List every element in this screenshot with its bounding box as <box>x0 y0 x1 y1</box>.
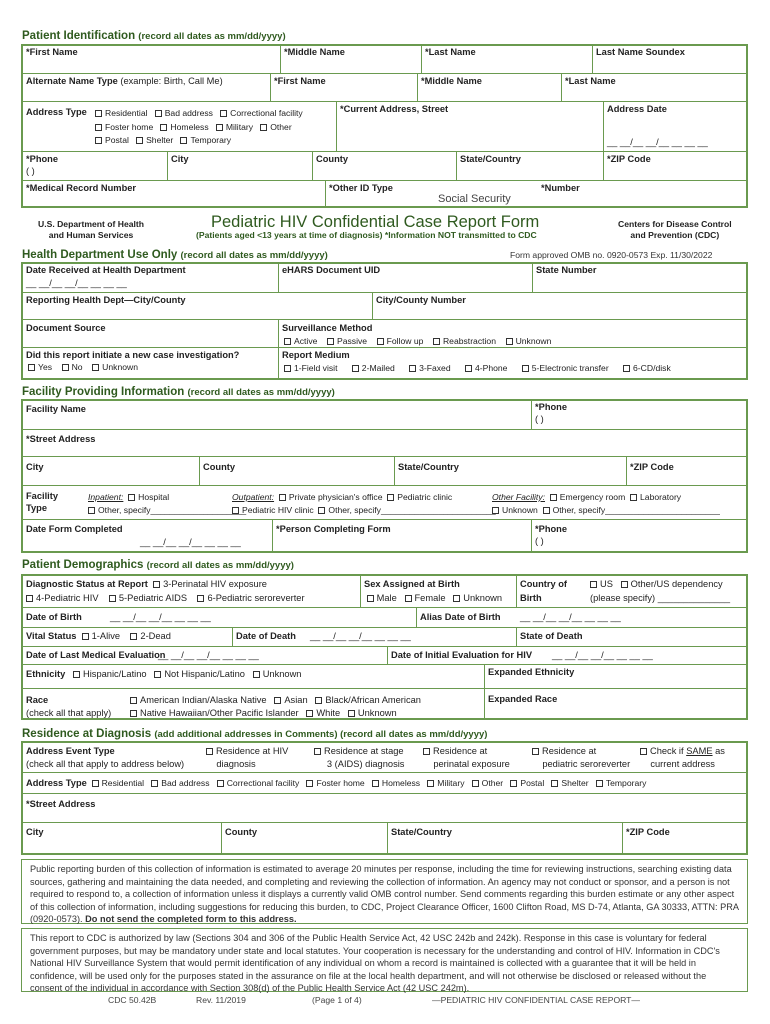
last-medical-eval-label: Date of Last Medical Evaluation <box>26 650 166 660</box>
county-field[interactable]: County <box>316 154 349 164</box>
address-type-label: Address Type <box>26 107 87 117</box>
checkbox-other-us-dependency[interactable]: Other/US dependency <box>621 579 723 589</box>
alias-dob-label: Alias Date of Birth <box>420 612 501 622</box>
checkbox-unknown[interactable]: Unknown <box>92 362 138 372</box>
report-medium-options <box>284 364 671 374</box>
facility-phone-area[interactable]: ( ) <box>535 414 544 424</box>
last-name-soundex-field[interactable]: Last Name Soundex <box>596 47 685 57</box>
address-date-label: Address Date <box>607 104 667 114</box>
phone-field[interactable]: *Phone <box>26 154 59 164</box>
checkbox-faxed[interactable]: 3-Faxed <box>409 363 451 373</box>
date-of-death-label: Date of Death <box>236 631 296 641</box>
state-number-field[interactable]: State Number <box>536 265 597 275</box>
checkbox-pediatric-hiv[interactable]: 4-Pediatric HIV <box>26 593 99 603</box>
page-indicator: (Page 1 of 4) <box>312 995 362 1005</box>
first-name-field[interactable]: *First Name <box>26 47 78 57</box>
checkbox-alive[interactable]: 1-Alive <box>82 631 120 641</box>
checkbox-asian[interactable]: Asian <box>274 695 307 705</box>
date-received-label: Date Received at Health Department <box>26 265 186 275</box>
date-received-input[interactable]: __ __/__ __/__ __ __ __ <box>26 278 127 288</box>
checkbox-res-military[interactable]: Military <box>427 778 464 788</box>
cdc-label: Centers for Disease Control and Prevention (CDC) <box>618 219 732 240</box>
checkbox-pediatric-aids[interactable]: 5-Pediatric AIDS <box>109 593 187 603</box>
revision-date: Rev. 11/2019 <box>196 995 246 1005</box>
race-options <box>130 694 421 720</box>
residence-state-field[interactable]: State/Country <box>391 827 452 837</box>
alternate-name-type-field[interactable]: Alternate Name Type (example: Birth, Call Me) <box>26 76 223 86</box>
checkbox-same-as-current[interactable]: Check if SAME as current address <box>640 745 725 771</box>
section-header-demographics: Patient Demographics (record all dates as mm/dd/yyyy) <box>22 559 294 571</box>
initial-eval-label: Date of Initial Evaluation for HIV <box>391 650 533 660</box>
checkbox-other-facility-specify[interactable]: Other, specify________________________ <box>543 505 720 515</box>
sex-at-birth-field: Sex Assigned at Birth Male Female Unknown <box>364 579 503 603</box>
residence-address-type: Address Type Residential Bad address Correctional facility Foster home Homeless Military Other Postal Shelter Temporary <box>26 778 647 788</box>
form-subtitle: (Patients aged <13 years at time of diagnosis) *Information NOT transmitted to CDC <box>196 230 537 240</box>
checkbox-residential[interactable]: Residential <box>95 108 148 118</box>
middle-name-field[interactable]: *Middle Name <box>284 47 345 57</box>
checkbox-dead[interactable]: 2-Dead <box>130 631 171 641</box>
checkbox-black[interactable]: Black/African American <box>315 695 421 705</box>
country-of-birth-label: Country of Birth <box>520 579 567 603</box>
race-label: Race (check all that apply) <box>26 695 112 718</box>
section-header-residence: Residence at Diagnosis (add additional addresses in Comments) (record all dates as mm/dd/yyyy) <box>22 728 488 740</box>
checkbox-res-residential[interactable]: Residential <box>92 778 145 788</box>
section-header-patient-identification: Patient Identification (record all dates as mm/dd/yyyy) <box>22 30 286 42</box>
expanded-ethnicity-field[interactable]: Expanded Ethnicity <box>488 667 575 677</box>
initial-eval-input[interactable]: __ __/__ __/__ __ __ __ <box>552 650 653 660</box>
checkbox-race-unknown[interactable]: Unknown <box>348 708 397 718</box>
date-of-death-input[interactable]: __ __/__ __/__ __ __ __ <box>310 631 411 641</box>
checkbox-yes[interactable]: Yes <box>28 362 52 372</box>
checkbox-foster-home[interactable]: Foster home <box>95 122 153 132</box>
checkbox-postal[interactable]: Postal <box>95 135 129 145</box>
other-id-type-value: Social Security <box>438 193 511 205</box>
checkbox-active[interactable]: Active <box>284 336 317 346</box>
date-of-birth-label: Date of Birth <box>26 612 82 622</box>
checkbox-no[interactable]: No <box>62 362 83 372</box>
city-field[interactable]: City <box>171 154 189 164</box>
reporting-health-dept-field[interactable]: Reporting Health Dept—City/County <box>26 295 186 305</box>
checkbox-electronic[interactable]: 5-Electronic transfer <box>522 363 609 373</box>
checkbox-homeless[interactable]: Homeless <box>160 122 208 132</box>
date-form-completed-label: Date Form Completed <box>26 524 123 534</box>
diagnostic-status-field: Diagnostic Status at Report 3-Perinatal HIV exposure 4-Pediatric HIV 5-Pediatric AIDS 6-Pediatric seroreverter <box>26 579 305 603</box>
checkbox-shelter[interactable]: Shelter <box>136 135 173 145</box>
country-of-birth-options: US Other/US dependency (please specify) ______________ <box>590 579 731 603</box>
checkbox-emergency-room[interactable]: Emergency room <box>550 492 625 502</box>
checkbox-pediatric-hiv-clinic[interactable]: Pediatric HIV clinic <box>232 505 314 515</box>
completer-phone-field[interactable]: *Phone <box>535 524 568 534</box>
state-of-death-field[interactable]: State of Death <box>520 631 583 641</box>
alt-first-name-field[interactable]: *First Name <box>274 76 326 86</box>
checkbox-male[interactable]: Male <box>367 593 397 603</box>
checkbox-res-postal[interactable]: Postal <box>510 778 544 788</box>
other-id-type-field[interactable]: *Other ID Type <box>329 183 393 193</box>
completer-phone-area[interactable]: ( ) <box>535 536 544 546</box>
facility-state-field[interactable]: State/Country <box>398 462 459 472</box>
checkbox-not-hispanic[interactable]: Not Hispanic/Latino <box>154 669 245 679</box>
section-header-facility: Facility Providing Information (record all dates as mm/dd/yyyy) <box>22 386 335 398</box>
outpatient-options: Outpatient: Private physician's office Pediatric clinic Pediatric HIV clinic Other, specify________________________ <box>232 492 496 515</box>
checkbox-white[interactable]: White <box>306 708 340 718</box>
expanded-race-field[interactable]: Expanded Race <box>488 694 558 704</box>
checkbox-residence-stage3[interactable]: Residence at stage 3 (AIDS) diagnosis <box>314 745 404 771</box>
checkbox-cd-disk[interactable]: 6-CD/disk <box>623 363 671 373</box>
ehars-uid-field[interactable]: eHARS Document UID <box>282 265 381 275</box>
checkbox-outpatient-other[interactable]: Other, specify________________________ <box>318 505 495 515</box>
checkbox-phone[interactable]: 4-Phone <box>465 363 508 373</box>
other-facility-options: Other Facility: Emergency room Laboratory Unknown Other, specify________________________ <box>492 492 720 515</box>
checkbox-bad-address[interactable]: Bad address <box>155 108 213 118</box>
checkbox-temporary[interactable]: Temporary <box>180 135 231 145</box>
document-source-field[interactable]: Document Source <box>26 323 106 333</box>
residence-zip-field[interactable]: *ZIP Code <box>626 827 670 837</box>
checkbox-hospital[interactable]: Hospital <box>128 492 169 502</box>
last-medical-eval-input[interactable]: __ __/__ __/__ __ __ __ <box>158 650 259 660</box>
checkbox-military[interactable]: Military <box>216 122 253 132</box>
checkbox-residence-seroreverter[interactable]: Residence at pediatric seroreverter <box>532 745 630 771</box>
omb-approval: Form approved OMB no. 0920-0573 Exp. 11/30/2022 <box>510 250 713 260</box>
residence-county-field[interactable]: County <box>225 827 258 837</box>
surveillance-method-label: Surveillance Method <box>282 323 373 333</box>
new-case-options <box>28 363 138 373</box>
checkbox-res-foster-home[interactable]: Foster home <box>306 778 364 788</box>
checkbox-pediatric-seroreverter[interactable]: 6-Pediatric seroreverter <box>197 593 304 603</box>
zip-code-field[interactable]: *ZIP Code <box>607 154 651 164</box>
form-title: Pediatric HIV Confidential Case Report Form <box>211 213 540 231</box>
checkbox-field-visit[interactable]: 1-Field visit <box>284 363 337 373</box>
checkbox-us[interactable]: US <box>590 579 613 589</box>
facility-name-field[interactable]: Facility Name <box>26 404 86 414</box>
date-of-birth-input[interactable]: __ __/__ __/__ __ __ __ <box>110 612 211 622</box>
authority-statement: This report to CDC is authorized by law (Sections 304 and 306 of the Public Health Service Act, 42 USC 242b and 242k). Response in this case is voluntary for federal government purposes, but may be mandatory under state and local statutes. Your cooperation is necessary for the understanding and control of HIV. Information in CDC's National HIV Surveillance System that would permit identification of any individual on whom a record is maintained is collected with a guarantee that it will be held in confidence, will be used only for the purposes stated in the assurance on file at the local health department, and will not otherwise be disclosed or released without the consent of the individual in accordance with Section 308(d) of the Public Health Service Act (42 USC 242m). <box>21 928 748 992</box>
city-county-number-field[interactable]: City/County Number <box>376 295 466 305</box>
checkbox-follow-up[interactable]: Follow up <box>377 336 424 346</box>
checkbox-laboratory[interactable]: Laboratory <box>630 492 681 502</box>
current-address-field[interactable]: *Current Address, Street <box>340 104 449 114</box>
checkbox-sex-unknown[interactable]: Unknown <box>453 593 502 603</box>
burden-statement: Public reporting burden of this collection of information is estimated to average 20 minutes per response, including the time for reviewing instructions, searching existing data sources, gathering and maintaining the data needed, and completing and reviewing the collection of information. An agency may not conduct or sponsor, and a person is not required to respond to, a collection of information unless it displays a currently valid OMB control number. Send comments regarding this burden estimate or any other aspect of this collection of information, including suggestions for reducing this burden, to CDC, Project Clearance Officer, 1600 Clifton Road, MS D-74, Atlanta, GA 30333, ATTN: PRA (0920-0573). Do not send the completed form to this address. <box>21 859 748 924</box>
checkbox-res-homeless[interactable]: Homeless <box>372 778 420 788</box>
alt-middle-name-field[interactable]: *Middle Name <box>421 76 482 86</box>
address-event-type-label: Address Event Type (check all that apply to address below) <box>26 746 185 769</box>
checkbox-female[interactable]: Female <box>405 593 446 603</box>
vital-status-field: Vital Status 1-Alive 2-Dead <box>26 631 171 641</box>
medical-record-number-field[interactable]: *Medical Record Number <box>26 183 137 193</box>
checkbox-res-shelter[interactable]: Shelter <box>551 778 588 788</box>
checkbox-res-correctional[interactable]: Correctional facility <box>217 778 300 788</box>
checkbox-reabstraction[interactable]: Reabstraction <box>433 336 496 346</box>
report-medium-label: Report Medium <box>282 350 350 360</box>
checkbox-ethnicity-unknown[interactable]: Unknown <box>253 669 302 679</box>
hhs-label: U.S. Department of Health and Human Services <box>38 219 145 240</box>
checkbox-res-other[interactable]: Other <box>472 778 504 788</box>
checkbox-hispanic[interactable]: Hispanic/Latino <box>73 669 147 679</box>
checkbox-residence-hiv[interactable]: Residence at HIV diagnosis <box>206 745 288 771</box>
checkbox-pediatric-clinic[interactable]: Pediatric clinic <box>387 492 452 502</box>
surveillance-method-options <box>284 337 551 347</box>
ethnicity-field: Ethnicity Hispanic/Latino Not Hispanic/Latino Unknown <box>26 669 302 679</box>
facility-phone-field[interactable]: *Phone <box>535 402 568 412</box>
checkbox-facility-unknown[interactable]: Unknown <box>492 505 538 515</box>
checkbox-correctional[interactable]: Correctional facility <box>220 108 303 118</box>
id-number-field[interactable]: *Number <box>541 183 580 193</box>
last-name-field[interactable]: *Last Name <box>425 47 476 57</box>
checkbox-native-hawaiian[interactable]: Native Hawaiian/Other Pacific Islander <box>130 708 299 718</box>
residence-city-field[interactable]: City <box>26 827 44 837</box>
address-type-options <box>95 107 303 148</box>
checkbox-passive[interactable]: Passive <box>327 336 367 346</box>
checkbox-perinatal-exposure[interactable]: 3-Perinatal HIV exposure <box>153 579 267 589</box>
form-number: CDC 50.42B <box>108 995 157 1005</box>
alias-dob-input[interactable]: __ __/__ __/__ __ __ __ <box>520 612 621 622</box>
section-header-health-department: Health Department Use Only (record all dates as mm/dd/yyyy) <box>22 249 328 261</box>
footer-form-label: —PEDIATRIC HIV CONFIDENTIAL CASE REPORT— <box>432 995 641 1005</box>
inpatient-options: Inpatient: Hospital Other, specify____________________ <box>88 492 247 515</box>
new-case-question: Did this report initiate a new case investigation? <box>26 350 240 360</box>
checkbox-private-physician[interactable]: Private physician's office <box>279 492 383 502</box>
checkbox-american-indian[interactable]: American Indian/Alaska Native <box>130 695 267 705</box>
checkbox-inpatient-other[interactable]: Other, specify____________________ <box>88 505 246 515</box>
facility-type-label: Facility Type <box>26 491 59 513</box>
person-completing-field[interactable]: *Person Completing Form <box>276 524 391 534</box>
date-form-completed-input[interactable]: __ __/__ __/__ __ __ __ <box>140 537 241 547</box>
checkbox-res-bad-address[interactable]: Bad address <box>151 778 209 788</box>
facility-city-field[interactable]: City <box>26 462 44 472</box>
checkbox-res-temporary[interactable]: Temporary <box>596 778 647 788</box>
residence-street-field[interactable]: *Street Address <box>26 799 96 809</box>
checkbox-other[interactable]: Other <box>260 122 292 132</box>
facility-street-field[interactable]: *Street Address <box>26 434 96 444</box>
checkbox-mailed[interactable]: 2-Mailed <box>352 363 395 373</box>
facility-zip-field[interactable]: *ZIP Code <box>630 462 674 472</box>
address-date-input[interactable]: __ __/__ __/__ __ __ __ <box>607 137 708 147</box>
checkbox-unknown[interactable]: Unknown <box>506 336 552 346</box>
phone-area-code[interactable]: ( ) <box>26 166 35 176</box>
alt-last-name-field[interactable]: *Last Name <box>565 76 616 86</box>
facility-county-field[interactable]: County <box>203 462 236 472</box>
checkbox-residence-perinatal[interactable]: Residence at perinatal exposure <box>423 745 510 771</box>
state-country-field[interactable]: State/Country <box>460 154 521 164</box>
